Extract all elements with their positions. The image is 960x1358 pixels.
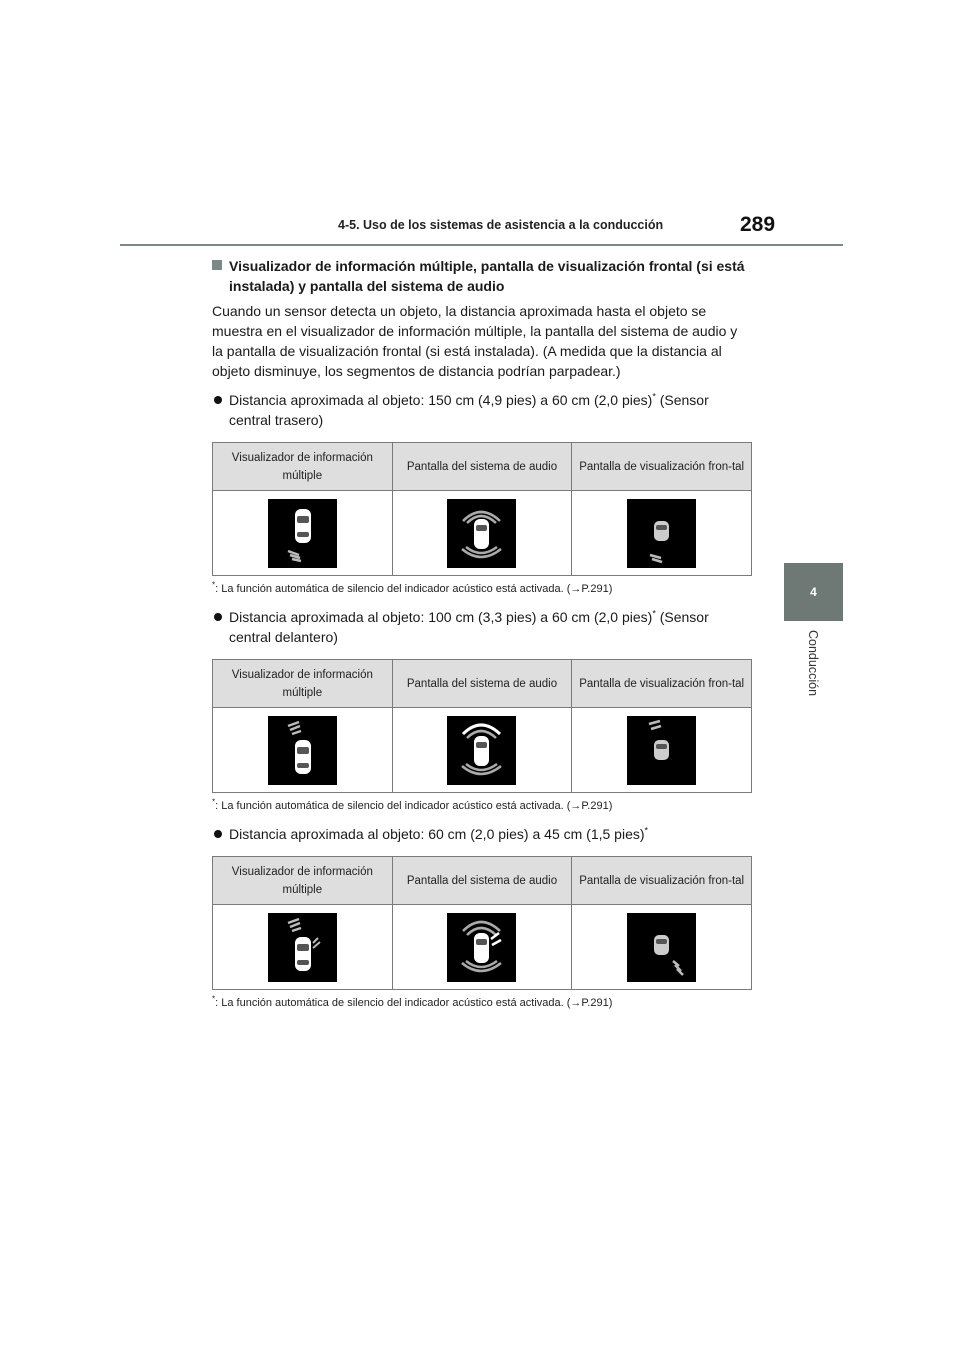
distance-text: Distancia aproximada al objeto: 150 cm (4,9 pies) a 60 cm (2,0 pies)	[229, 392, 653, 408]
hud-car-icon	[627, 499, 696, 568]
cell-hud	[572, 905, 752, 990]
distance-bullet	[212, 824, 752, 844]
hud-screen	[627, 716, 696, 785]
col-header-multi-info: Visualizador de información múltiple	[213, 443, 393, 491]
col-header-audio: Pantalla del sistema de audio	[392, 660, 572, 708]
distance-sensor: (Sensor central delantero)	[229, 609, 709, 645]
distance-block	[212, 390, 752, 596]
footnote: *: La función automática de silencio del indicador acústico está activada. (→P.291)	[212, 994, 613, 1009]
cell-multi-info	[213, 491, 393, 576]
square-bullet-icon	[212, 260, 222, 270]
col-header-audio: Pantalla del sistema de audio	[392, 857, 572, 905]
asterisk: *	[644, 825, 649, 836]
bullet-dot-icon	[214, 613, 222, 621]
rear-sensor-car-icon	[268, 499, 337, 568]
asterisk: *	[652, 391, 656, 402]
footnote: *: La función automática de silencio del indicador acústico está activada. (→P.291)	[212, 797, 613, 812]
cell-audio	[392, 491, 572, 576]
col-header-audio: Pantalla del sistema de audio	[392, 443, 572, 491]
intro-paragraph: Cuando un sensor detecta un objeto, la distancia aproximada hasta el objeto se muestra en el visualizador de información múltiple, la pantalla del sistema de audio y la pantalla de visualización frontal (si está instalada). (A medida que la distancia al objeto disminuye, los segmentos de distancia podrían parpadear.)	[212, 303, 738, 379]
distance-block	[212, 607, 752, 813]
audio-car-sensor-icon	[447, 913, 516, 982]
chapter-side-label: Conducción	[806, 630, 820, 697]
col-header-hud: Pantalla de visualización fron-tal	[572, 443, 752, 491]
multi-info-screen	[268, 913, 337, 982]
cell-multi-info	[213, 905, 393, 990]
audio-car-sensor-icon	[447, 499, 516, 568]
col-header-multi-info: Visualizador de información múltiple	[213, 660, 393, 708]
col-header-hud: Pantalla de visualización fron-tal	[572, 857, 752, 905]
main-content	[212, 256, 752, 1010]
audio-car-sensor-icon	[447, 716, 516, 785]
footnote: *: La función automática de silencio del indicador acústico está activada. (→P.291)	[212, 580, 613, 595]
distance-text: Distancia aproximada al objeto: 100 cm (3,3 pies) a 60 cm (2,0 pies)	[229, 609, 653, 625]
cell-hud	[572, 708, 752, 793]
distance-text: Distancia aproximada al objeto: 60 cm (2,0 pies) a 45 cm (1,5 pies)	[229, 826, 645, 842]
col-header-multi-info: Visualizador de información múltiple	[213, 857, 393, 905]
hud-car-icon	[627, 716, 696, 785]
front-sensor-car-icon	[268, 716, 337, 785]
section-heading	[212, 256, 752, 296]
corner-sensor-car-icon	[268, 913, 337, 982]
hud-car-icon	[627, 913, 696, 982]
bullet-dot-icon	[214, 396, 222, 404]
cell-audio	[392, 708, 572, 793]
cell-multi-info	[213, 708, 393, 793]
audio-screen	[447, 716, 516, 785]
display-table	[212, 856, 752, 990]
hud-screen	[627, 913, 696, 982]
display-table	[212, 442, 752, 576]
hud-screen	[627, 499, 696, 568]
distance-bullet	[212, 607, 752, 647]
bullet-dot-icon	[214, 830, 222, 838]
distance-bullet	[212, 390, 752, 430]
cell-hud	[572, 491, 752, 576]
header-rule	[120, 244, 843, 246]
audio-screen	[447, 913, 516, 982]
distance-block	[212, 824, 752, 1010]
display-table	[212, 659, 752, 793]
section-title: Visualizador de información múltiple, pantalla de visualización frontal (si está instalada) y pantalla del sistema de audio	[229, 258, 745, 294]
audio-screen	[447, 499, 516, 568]
chapter-header: 4-5. Uso de los sistemas de asistencia a la conducción	[338, 218, 664, 232]
asterisk: *	[652, 608, 656, 619]
multi-info-screen	[268, 499, 337, 568]
cell-audio	[392, 905, 572, 990]
multi-info-screen	[268, 716, 337, 785]
chapter-tab: 4	[784, 563, 843, 621]
distance-sensor: (Sensor central trasero)	[229, 392, 709, 428]
page-number: 289	[740, 213, 776, 236]
col-header-hud: Pantalla de visualización fron-tal	[572, 660, 752, 708]
